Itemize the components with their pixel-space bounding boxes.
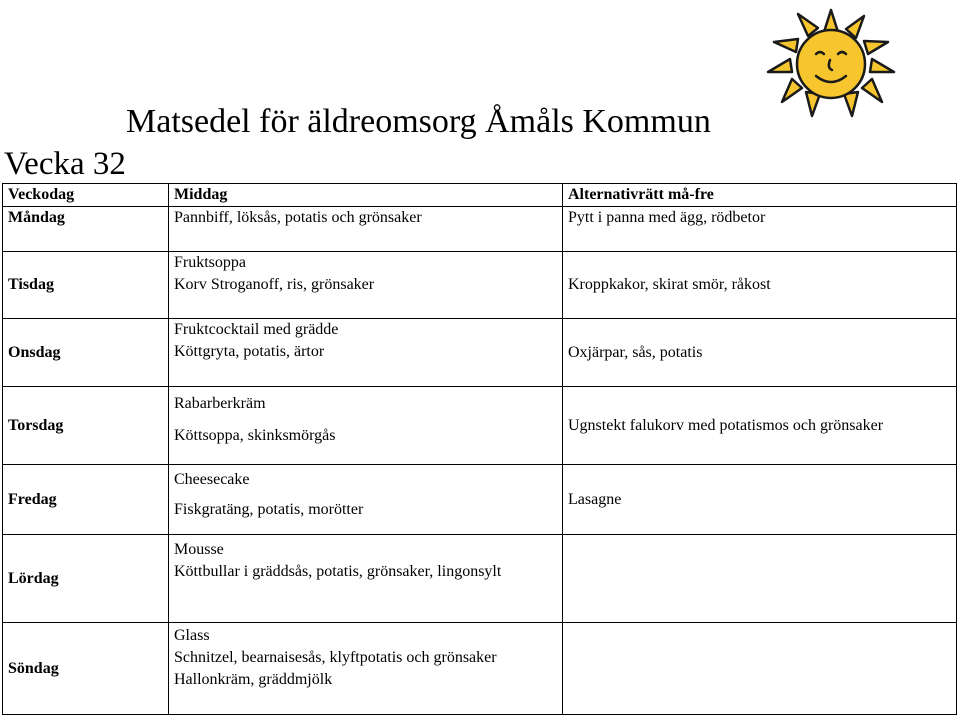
alternative-cell: Ugnstekt falukorv med potatismos och grönsaker [563, 387, 957, 465]
lunch-cell [169, 535, 563, 623]
main-dish: Köttsoppa, skinksmörgås [174, 427, 336, 444]
main-dish: Köttbullar i gräddsås, potatis, grönsaker, lingonsylt [174, 563, 502, 580]
page-title: Matsedel för äldreomsorg Åmåls Kommun [126, 103, 711, 140]
smiling-sun-icon [760, 2, 902, 120]
menu-table [2, 183, 957, 715]
alternative-cell: Oxjärpar, sås, potatis [563, 319, 957, 387]
lunch-cell [169, 465, 563, 535]
lunch-cell [169, 623, 563, 715]
day-cell: Söndag [3, 623, 169, 715]
lunch-cell [169, 207, 563, 252]
alternative-cell [563, 623, 957, 715]
lunch-cell [169, 252, 563, 319]
dessert: Glass [174, 627, 210, 644]
table-header-row [3, 184, 957, 207]
main-dish: Pannbiff, löksås, potatis och grönsaker [174, 209, 422, 226]
dessert: Hallonkräm, gräddmjölk [174, 671, 333, 688]
dessert: Fruktsoppa [174, 254, 246, 271]
lunch-cell [169, 319, 563, 387]
header-alternative: Alternativrätt må-fre [563, 184, 957, 207]
dessert: Mousse [174, 541, 224, 558]
dessert: Rabarberkräm [174, 395, 266, 412]
dessert: Cheesecake [174, 471, 250, 488]
day-cell: Tisdag [3, 252, 169, 319]
lunch-cell [169, 387, 563, 465]
table-row [3, 465, 957, 535]
table-row [3, 623, 957, 715]
alternative-cell: Kroppkakor, skirat smör, råkost [563, 252, 957, 319]
table-row [3, 207, 957, 252]
dessert: Fruktcocktail med grädde [174, 321, 339, 338]
header-day: Veckodag [3, 184, 169, 207]
main-dish: Korv Stroganoff, ris, grönsaker [174, 276, 375, 293]
day-cell: Onsdag [3, 319, 169, 387]
main-dish: Köttgryta, potatis, ärtor [174, 343, 325, 360]
day-cell: Måndag [3, 207, 169, 252]
main-dish: Fiskgratäng, potatis, morötter [174, 501, 364, 518]
day-cell: Lördag [3, 535, 169, 623]
day-cell: Fredag [3, 465, 169, 535]
header-lunch: Middag [169, 184, 563, 207]
alternative-cell: Pytt i panna med ägg, rödbetor [563, 207, 957, 252]
table-row [3, 387, 957, 465]
week-label: Vecka 32 [4, 146, 126, 182]
day-cell: Torsdag [3, 387, 169, 465]
main-dish: Schnitzel, bearnaisesås, klyftpotatis och grönsaker [174, 649, 497, 666]
table-row [3, 319, 957, 387]
table-row [3, 252, 957, 319]
table-row [3, 535, 957, 623]
alternative-cell: Lasagne [563, 465, 957, 535]
alternative-cell [563, 535, 957, 623]
